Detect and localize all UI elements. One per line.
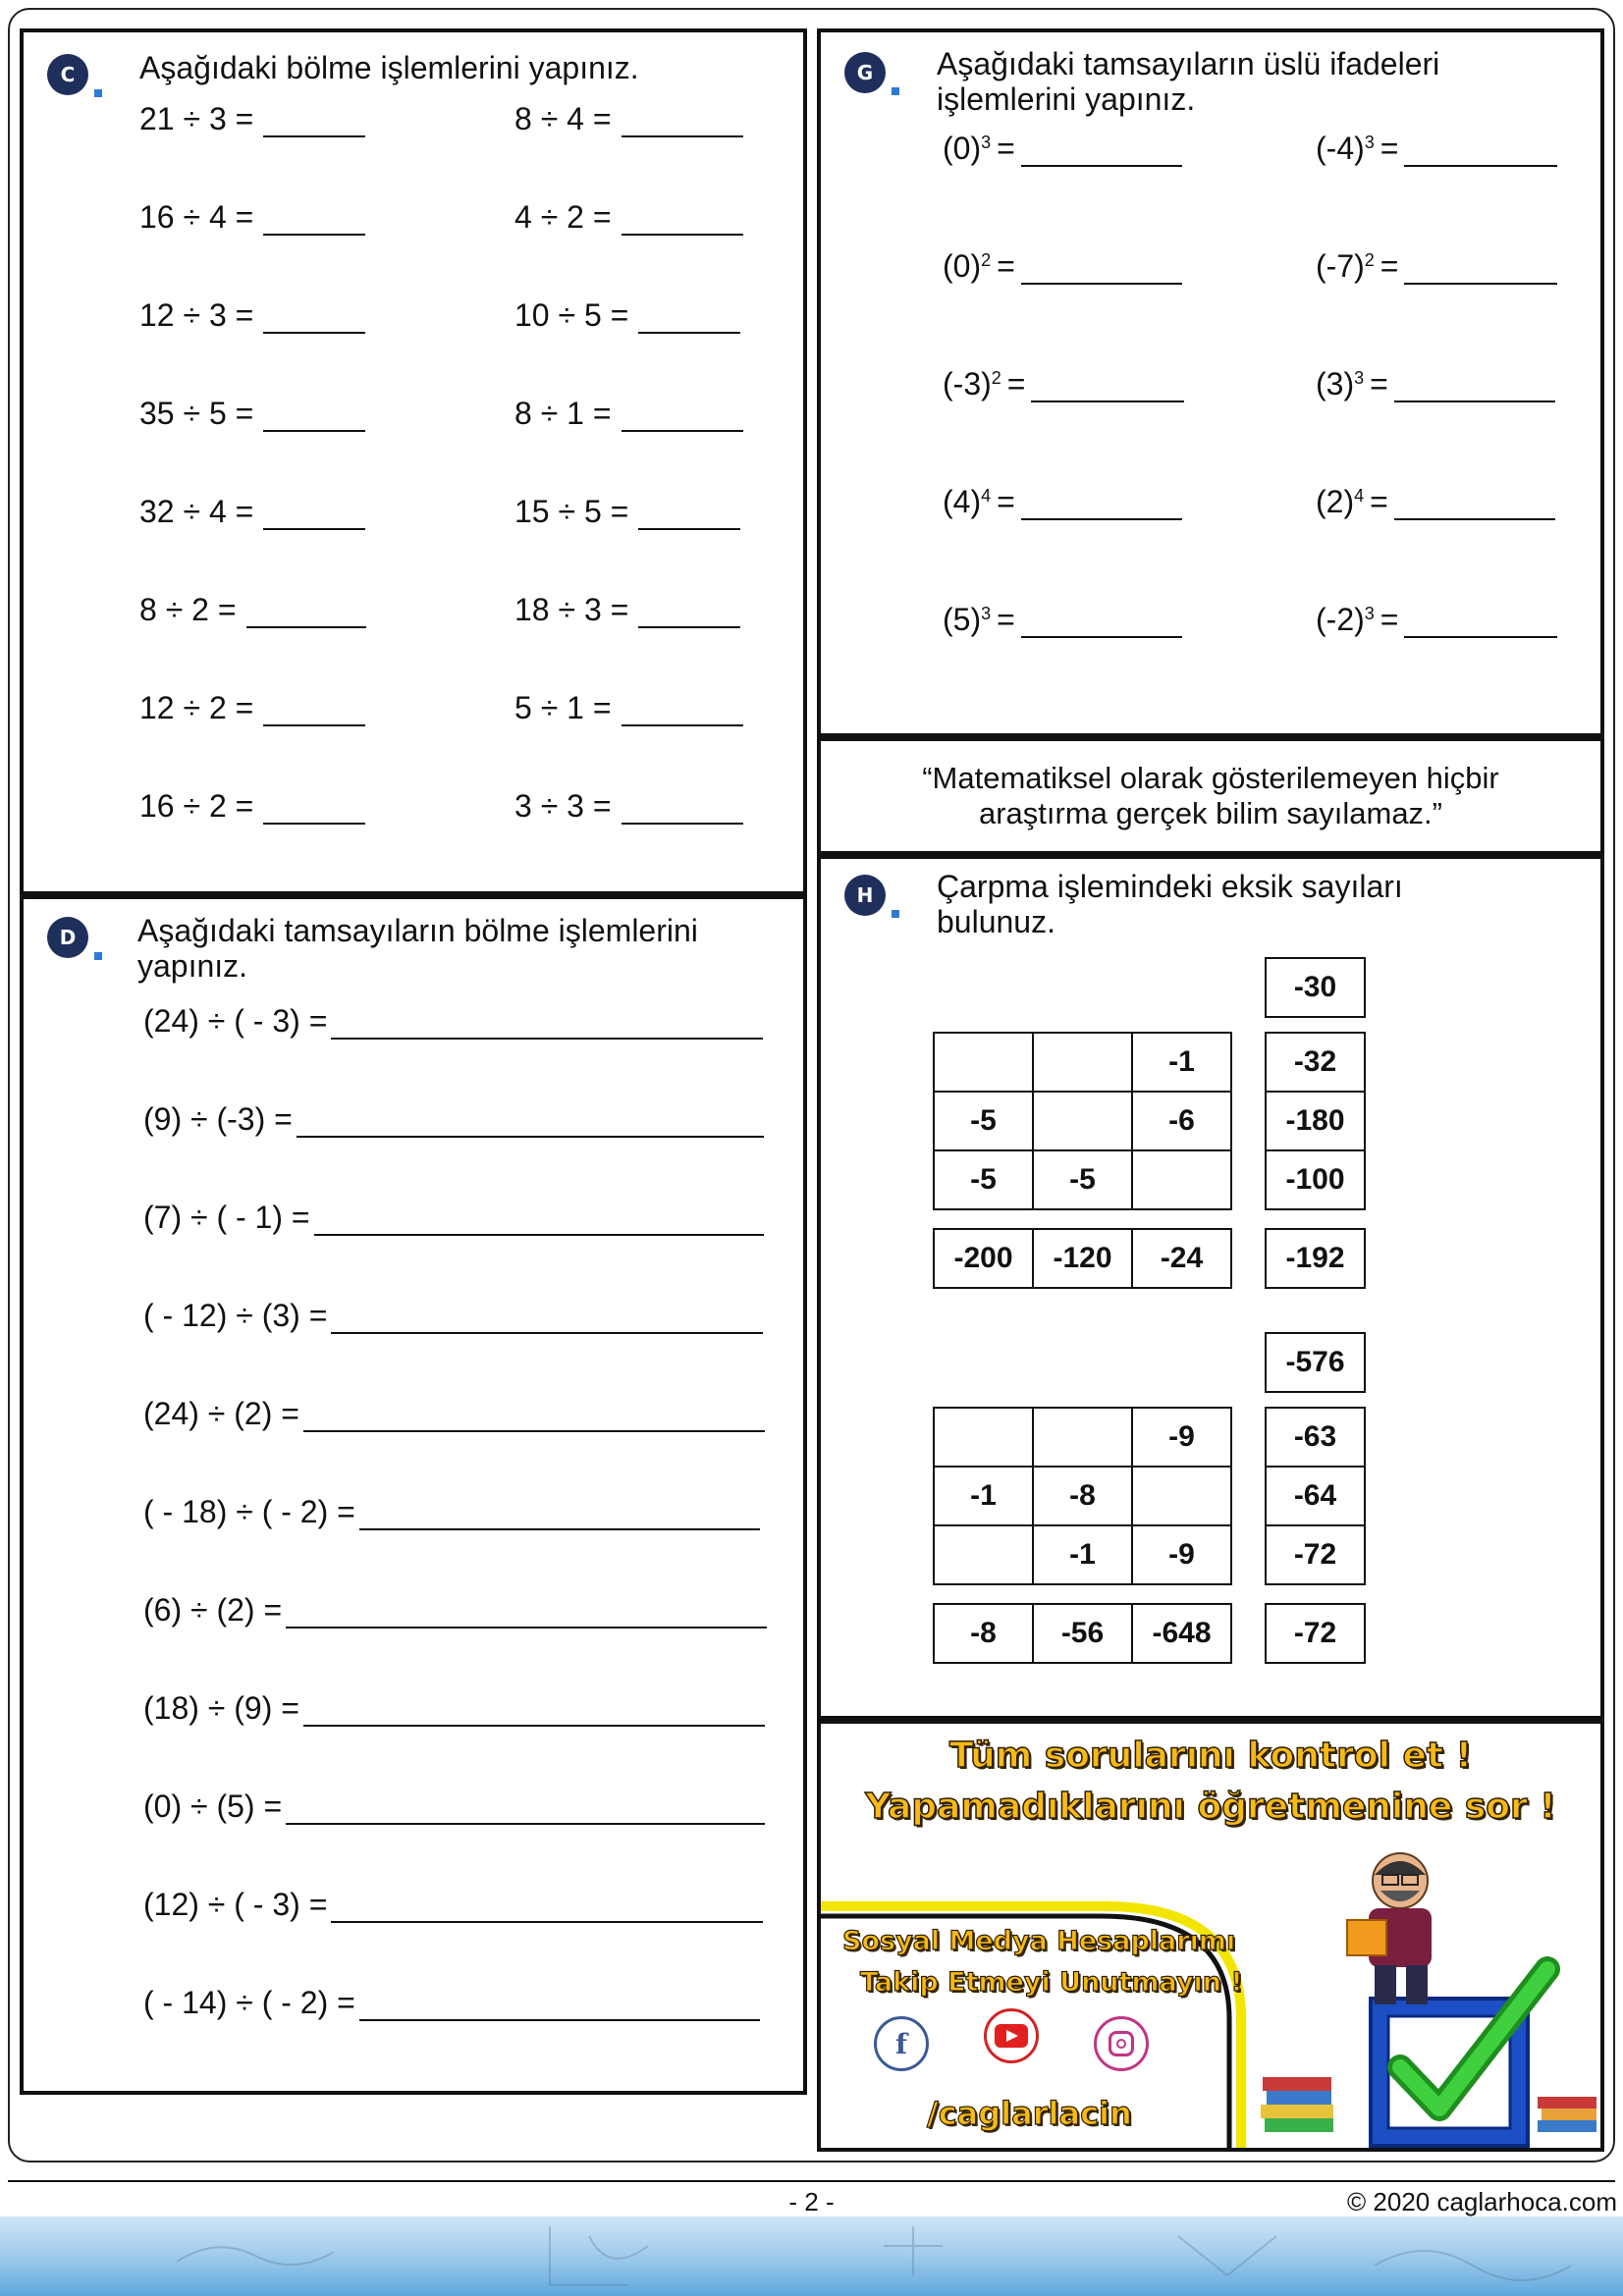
grid-cell[interactable] <box>1132 1150 1231 1209</box>
exponent-item: (-7) $^2$ = <box>1316 248 1557 285</box>
section-c-panel <box>20 28 807 895</box>
grid-cell[interactable]: -8 <box>1033 1467 1132 1525</box>
section-g-badge: G <box>844 52 886 93</box>
division-item: ( - 12) ÷ (3) = <box>143 1298 763 1334</box>
social-handle[interactable]: /caglarlacin <box>927 2095 1132 2132</box>
column-product: -120 <box>1033 1229 1132 1288</box>
teacher-illustration <box>1253 1851 1604 2152</box>
answer-blank[interactable] <box>297 1106 764 1138</box>
decorative-bottom-band <box>0 2216 1623 2296</box>
section-g-panel <box>817 28 1604 737</box>
answer-blank[interactable] <box>331 1303 763 1334</box>
answer-blank[interactable] <box>263 302 365 334</box>
copyright: © 2020 caglarhoca.com <box>1347 2187 1617 2216</box>
answer-blank[interactable] <box>303 1695 765 1727</box>
multiplication-grid <box>933 1407 1232 1585</box>
answer-blank[interactable] <box>331 1008 763 1040</box>
column-product: -24 <box>1132 1229 1231 1288</box>
answer-blank[interactable] <box>622 695 743 726</box>
quote-text: “Matematiksel olarak gösterilemeyen hiçbir araştırma gerçek bilim sayılamaz.” <box>922 761 1499 830</box>
division-item: 16 ÷ 2 = <box>139 788 365 825</box>
exponent-item: (-4) $^3$ = <box>1316 131 1557 167</box>
answer-blank[interactable] <box>1021 489 1182 520</box>
answer-blank[interactable] <box>638 499 740 530</box>
section-d-badge: D <box>47 917 88 958</box>
exponent-item: (-3) $^2$ = <box>943 366 1184 402</box>
division-item: 12 ÷ 3 = <box>139 297 365 334</box>
grid-cell[interactable] <box>934 1408 1033 1467</box>
exponent-item: (0) $^3$ = <box>943 131 1182 167</box>
quote-panel <box>817 737 1604 855</box>
section-h-instruction: Çarpma işlemindeki eksik sayıları bulunuz. <box>937 869 1403 939</box>
row-product: -100 <box>1266 1150 1365 1209</box>
promo-line-2: Yapamadıklarını öğretmenine sor ! <box>865 1787 1556 1827</box>
grid-cell[interactable]: -5 <box>1033 1150 1132 1209</box>
answer-blank[interactable] <box>263 695 365 726</box>
division-item: 18 ÷ 3 = <box>514 592 740 628</box>
division-item: 32 ÷ 4 = <box>139 494 365 530</box>
answer-blank[interactable] <box>314 1204 764 1236</box>
division-item: 35 ÷ 5 = <box>139 396 365 432</box>
column-products <box>933 1603 1232 1664</box>
diagonal-product-box: -576 <box>1265 1332 1366 1393</box>
grid-cell[interactable]: -6 <box>1132 1092 1231 1150</box>
grid-cell[interactable]: -5 <box>934 1150 1033 1209</box>
division-item: (24) ÷ ( - 3) = <box>143 1003 763 1040</box>
answer-blank[interactable] <box>622 106 743 137</box>
grid-cell[interactable]: -5 <box>934 1092 1033 1150</box>
answer-blank[interactable] <box>359 1499 760 1530</box>
division-item: (9) ÷ (-3) = <box>143 1101 764 1138</box>
answer-blank[interactable] <box>263 400 365 432</box>
badge-dot <box>94 89 102 97</box>
badge-dot <box>94 952 102 960</box>
facebook-icon[interactable]: f <box>874 2016 929 2071</box>
grid-cell[interactable]: -1 <box>934 1467 1033 1525</box>
section-h-panel <box>817 855 1604 1720</box>
promo-line-1: Tüm sorularını kontrol et ! <box>948 1735 1473 1776</box>
section-g-instruction: Aşağıdaki tamsayıların üslü ifadeleri işlemlerini yapınız. <box>937 46 1440 117</box>
answer-blank[interactable] <box>1394 371 1555 402</box>
row-product: -180 <box>1266 1092 1365 1150</box>
grid-cell[interactable]: -9 <box>1132 1525 1231 1584</box>
row-product: -63 <box>1266 1408 1365 1467</box>
division-item: 4 ÷ 2 = <box>514 199 743 236</box>
answer-blank[interactable] <box>263 204 365 236</box>
division-item: 10 ÷ 5 = <box>514 297 740 334</box>
corner-product-box: -72 <box>1265 1603 1366 1664</box>
answer-blank[interactable] <box>331 1892 763 1923</box>
division-item: (0) ÷ (5) = <box>143 1789 765 1825</box>
badge-dot <box>892 87 899 95</box>
division-item: ( - 14) ÷ ( - 2) = <box>143 1985 760 2021</box>
division-item: 8 ÷ 2 = <box>139 592 366 628</box>
answer-blank[interactable] <box>1404 607 1557 638</box>
row-product: -72 <box>1266 1525 1365 1584</box>
division-item: (18) ÷ (9) = <box>143 1690 765 1727</box>
multiplication-grid <box>933 1032 1232 1210</box>
grid-cell[interactable]: -9 <box>1132 1408 1231 1467</box>
corner-product-box: -192 <box>1265 1228 1366 1289</box>
division-item: (24) ÷ (2) = <box>143 1396 765 1432</box>
youtube-icon[interactable] <box>984 2008 1039 2063</box>
exponent-item: (4) $^4$ = <box>943 484 1182 520</box>
column-products <box>933 1228 1232 1289</box>
answer-blank[interactable] <box>622 793 743 825</box>
grid-cell[interactable] <box>1033 1408 1132 1467</box>
division-item: 16 ÷ 4 = <box>139 199 365 236</box>
page-number: - 2 - <box>788 2187 835 2216</box>
answer-blank[interactable] <box>1404 253 1557 285</box>
division-item: (6) ÷ (2) = <box>143 1592 767 1629</box>
answer-blank[interactable] <box>263 793 365 825</box>
answer-blank[interactable] <box>1021 135 1182 167</box>
answer-blank[interactable] <box>1021 607 1182 638</box>
diagonal-product-box: -30 <box>1265 957 1366 1018</box>
footer-divider <box>8 2180 1615 2182</box>
row-products <box>1265 1407 1366 1585</box>
answer-blank[interactable] <box>638 302 740 334</box>
badge-dot <box>892 910 899 918</box>
row-products <box>1265 1032 1366 1210</box>
row-product: -64 <box>1266 1467 1365 1525</box>
grid-cell[interactable]: -1 <box>1033 1525 1132 1584</box>
answer-blank[interactable] <box>622 204 743 236</box>
answer-blank[interactable] <box>622 400 743 432</box>
answer-blank[interactable] <box>638 597 740 628</box>
section-h-badge: H <box>844 875 886 916</box>
column-product: -200 <box>934 1229 1033 1288</box>
answer-blank[interactable] <box>303 1401 765 1432</box>
formula-watermark-pattern <box>0 2216 1623 2296</box>
division-item: 3 ÷ 3 = <box>514 788 743 825</box>
division-item: ( - 18) ÷ ( - 2) = <box>143 1494 760 1530</box>
exponent-item: (5) $^3$ = <box>943 602 1182 638</box>
row-product: -32 <box>1266 1033 1365 1092</box>
column-product: -648 <box>1132 1604 1231 1663</box>
section-c-badge: C <box>47 54 88 95</box>
division-item: (7) ÷ ( - 1) = <box>143 1200 764 1236</box>
exponent-item: (-2) $^3$ = <box>1316 602 1557 638</box>
division-item: 5 ÷ 1 = <box>514 690 743 726</box>
division-item: (12) ÷ ( - 3) = <box>143 1887 763 1923</box>
social-line-1: Sosyal Medya Hesaplarımı <box>842 1926 1236 1956</box>
grid-cell[interactable] <box>934 1525 1033 1584</box>
section-d-panel <box>20 895 807 2095</box>
answer-blank[interactable] <box>1404 135 1557 167</box>
grid-cell[interactable] <box>1033 1092 1132 1150</box>
grid-cell[interactable] <box>934 1033 1033 1092</box>
division-item: 8 ÷ 1 = <box>514 396 743 432</box>
answer-blank[interactable] <box>1031 371 1184 402</box>
exponent-item: (2) $^4$ = <box>1316 484 1555 520</box>
grid-cell[interactable]: -1 <box>1132 1033 1231 1092</box>
grid-cell[interactable] <box>1033 1033 1132 1092</box>
answer-blank[interactable] <box>263 499 365 530</box>
answer-blank[interactable] <box>246 597 366 628</box>
column-product: -56 <box>1033 1604 1132 1663</box>
social-line-2: Takip Etmeyi Unutmayın ! <box>860 1967 1243 1998</box>
section-d-instruction: Aşağıdaki tamsayıların bölme işlemlerini yapınız. <box>137 913 698 984</box>
section-c-instruction: Aşağıdaki bölme işlemlerini yapınız. <box>139 50 639 85</box>
answer-blank[interactable] <box>1021 253 1182 285</box>
column-product: -8 <box>934 1604 1033 1663</box>
instagram-icon[interactable] <box>1094 2016 1149 2071</box>
division-item: 12 ÷ 2 = <box>139 690 365 726</box>
exponent-item: (3) $^3$ = <box>1316 366 1555 402</box>
answer-blank[interactable] <box>1394 489 1555 520</box>
answer-blank[interactable] <box>263 106 365 137</box>
division-item: 15 ÷ 5 = <box>514 494 740 530</box>
division-item: 8 ÷ 4 = <box>514 101 743 137</box>
division-item: 21 ÷ 3 = <box>139 101 365 137</box>
answer-blank[interactable] <box>286 1597 767 1629</box>
promo-panel <box>817 1720 1604 2152</box>
answer-blank[interactable] <box>286 1793 765 1825</box>
exponent-item: (0) $^2$ = <box>943 248 1182 285</box>
grid-cell[interactable] <box>1132 1467 1231 1525</box>
answer-blank[interactable] <box>359 1990 760 2021</box>
